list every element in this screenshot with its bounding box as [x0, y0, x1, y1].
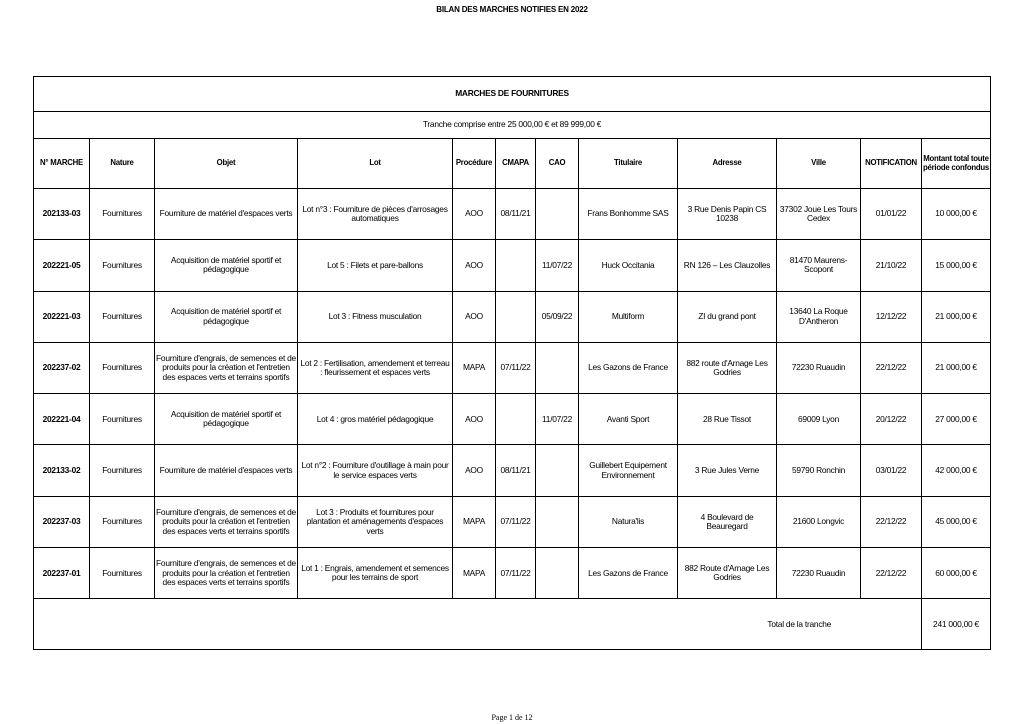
cell-titulaire: Les Gazons de France [579, 342, 678, 393]
cell-objet: Fourniture d'engrais, de semences et de produits pour la création et l'entretien des espaces verts et terrains sportifs [155, 342, 298, 393]
cell-cao [536, 496, 579, 547]
cell-lot: Lot 3 : Produits et fournitures pour plantation et aménagements d'espaces verts [298, 496, 453, 547]
cell-montant: 15 000,00 € [922, 240, 991, 291]
cell-adresse: 3 Rue Jules Verne [678, 445, 777, 496]
cell-num: 202237-01 [34, 548, 90, 599]
cell-cao: 05/09/22 [536, 291, 579, 342]
cell-lot: Lot 5 : Filets et pare-ballons [298, 240, 453, 291]
cell-cao: 11/07/22 [536, 394, 579, 445]
cell-adresse: ZI du grand pont [678, 291, 777, 342]
cell-procedure: AOO [453, 394, 496, 445]
cell-nature: Fournitures [90, 496, 155, 547]
table-row [34, 394, 991, 445]
cell-num: 202221-04 [34, 394, 90, 445]
cell-cmapa: 07/11/22 [496, 548, 536, 599]
total-value: 241 000,00 € [922, 599, 991, 650]
cell-cmapa: 08/11/21 [496, 445, 536, 496]
section-title: MARCHES DE FOURNITURES [34, 77, 991, 112]
cell-lot: Lot 2 : Fertilisation, amendement et terreau : fleurissement et espaces verts [298, 342, 453, 393]
cell-lot: Lot n°3 : Fourniture de pièces d'arrosages automatiques [298, 189, 453, 240]
cell-procedure: MAPA [453, 548, 496, 599]
document-title: BILAN DES MARCHES NOTIFIES EN 2022 [436, 5, 588, 14]
cell-cmapa: 07/11/22 [496, 342, 536, 393]
cell-titulaire: Multiform [579, 291, 678, 342]
cell-objet: Fourniture d'engrais, de semences et de produits pour la création et l'entretien des espaces verts et terrains sportifs [155, 496, 298, 547]
cell-objet: Fourniture de matériel d'espaces verts [155, 445, 298, 496]
page-footer: Page 1 de 12 [491, 713, 533, 722]
cell-notification: 21/10/22 [861, 240, 922, 291]
cell-notification: 01/01/22 [861, 189, 922, 240]
cell-ville: 72230 Ruaudin [777, 548, 861, 599]
cell-notification: 20/12/22 [861, 394, 922, 445]
cell-lot: Lot 4 : gros matériel pédagogique [298, 394, 453, 445]
cell-cao [536, 342, 579, 393]
col-header-ville: Ville [777, 139, 861, 189]
cell-objet: Acquisition de matériel sportif et pédagogique [155, 240, 298, 291]
cell-ville: 69009 Lyon [777, 394, 861, 445]
cell-cmapa: 07/11/22 [496, 496, 536, 547]
cell-lot: Lot 3 : Fitness musculation [298, 291, 453, 342]
col-header-objet: Objet [155, 139, 298, 189]
cell-cao: 11/07/22 [536, 240, 579, 291]
cell-objet: Acquisition de matériel sportif et pédagogique [155, 394, 298, 445]
cell-nature: Fournitures [90, 548, 155, 599]
cell-objet: Fourniture de matériel d'espaces verts [155, 189, 298, 240]
cell-notification: 22/12/22 [861, 342, 922, 393]
col-header-cmapa: CMAPA [496, 139, 536, 189]
table-row [34, 496, 991, 547]
cell-notification: 22/12/22 [861, 548, 922, 599]
cell-objet: Acquisition de matériel sportif et pédagogique [155, 291, 298, 342]
cell-nature: Fournitures [90, 445, 155, 496]
col-header-lot: Lot [298, 139, 453, 189]
cell-montant: 60 000,00 € [922, 548, 991, 599]
total-row [34, 599, 991, 650]
cell-titulaire: Natura'lis [579, 496, 678, 547]
table-row [34, 548, 991, 599]
cell-lot: Lot 1 : Engrais, amendement et semences pour les terrains de sport [298, 548, 453, 599]
cell-titulaire: Guillebert Equipement Environnement [579, 445, 678, 496]
cell-nature: Fournitures [90, 189, 155, 240]
col-header-adresse: Adresse [678, 139, 777, 189]
cell-procedure: AOO [453, 189, 496, 240]
cell-num: 202237-02 [34, 342, 90, 393]
cell-titulaire: Avanti Sport [579, 394, 678, 445]
col-header-procedure: Procédure [453, 139, 496, 189]
cell-num: 202133-03 [34, 189, 90, 240]
table-row [34, 291, 991, 342]
cell-notification: 03/01/22 [861, 445, 922, 496]
cell-adresse: 3 Rue Denis Papin CS 10238 [678, 189, 777, 240]
cell-adresse: 4 Boulevard de Beauregard [678, 496, 777, 547]
cell-nature: Fournitures [90, 342, 155, 393]
marches-table [33, 76, 991, 650]
cell-ville: 81470 Maurens-Scopont [777, 240, 861, 291]
col-header-montant: Montant total toute période confondus [922, 139, 991, 189]
cell-num: 202237-03 [34, 496, 90, 547]
cell-ville: 13640 La Roque D'Antheron [777, 291, 861, 342]
cell-montant: 42 000,00 € [922, 445, 991, 496]
tranche-label: Tranche comprise entre 25 000,00 € et 89 999,00 € [34, 112, 991, 139]
cell-montant: 10 000,00 € [922, 189, 991, 240]
cell-montant: 21 000,00 € [922, 342, 991, 393]
cell-adresse: 882 Route d'Arnage Les Godries [678, 548, 777, 599]
cell-lot: Lot n°2 : Fourniture d'outillage à main pour le service espaces verts [298, 445, 453, 496]
cell-cmapa [496, 240, 536, 291]
cell-notification: 22/12/22 [861, 496, 922, 547]
cell-ville: 37302 Joue Les Tours Cedex [777, 189, 861, 240]
cell-montant: 21 000,00 € [922, 291, 991, 342]
total-spacer [34, 599, 678, 650]
cell-adresse: 882 route d'Arnage Les Godries [678, 342, 777, 393]
cell-nature: Fournitures [90, 394, 155, 445]
cell-titulaire: Huck Occitania [579, 240, 678, 291]
col-header-num: N° MARCHE [34, 139, 90, 189]
cell-procedure: AOO [453, 291, 496, 342]
cell-cmapa [496, 394, 536, 445]
cell-notification: 12/12/22 [861, 291, 922, 342]
cell-cmapa: 08/11/21 [496, 189, 536, 240]
cell-titulaire: Les Gazons de France [579, 548, 678, 599]
cell-adresse: RN 126 – Les Clauzolles [678, 240, 777, 291]
cell-nature: Fournitures [90, 291, 155, 342]
cell-titulaire: Frans Bonhomme SAS [579, 189, 678, 240]
cell-cao [536, 548, 579, 599]
total-label: Total de la tranche [678, 599, 922, 650]
table-row [34, 189, 991, 240]
table-row [34, 445, 991, 496]
cell-cao [536, 189, 579, 240]
cell-montant: 27 000,00 € [922, 394, 991, 445]
cell-cao [536, 445, 579, 496]
cell-objet: Fourniture d'engrais, de semences et de produits pour la création et l'entretien des espaces verts et terrains sportifs [155, 548, 298, 599]
cell-num: 202221-03 [34, 291, 90, 342]
col-header-cao: CAO [536, 139, 579, 189]
table-row [34, 342, 991, 393]
col-header-titulaire: Titulaire [579, 139, 678, 189]
cell-ville: 72230 Ruaudin [777, 342, 861, 393]
cell-ville: 21600 Longvic [777, 496, 861, 547]
cell-num: 202221-05 [34, 240, 90, 291]
table-row [34, 240, 991, 291]
cell-num: 202133-02 [34, 445, 90, 496]
cell-adresse: 28 Rue Tissot [678, 394, 777, 445]
cell-ville: 59790 Ronchin [777, 445, 861, 496]
cell-procedure: AOO [453, 240, 496, 291]
col-header-nature: Nature [90, 139, 155, 189]
cell-procedure: MAPA [453, 496, 496, 547]
col-header-notification: NOTIFICATION [861, 139, 922, 189]
cell-procedure: MAPA [453, 342, 496, 393]
header-row [34, 139, 991, 189]
cell-procedure: AOO [453, 445, 496, 496]
cell-cmapa [496, 291, 536, 342]
cell-montant: 45 000,00 € [922, 496, 991, 547]
cell-nature: Fournitures [90, 240, 155, 291]
